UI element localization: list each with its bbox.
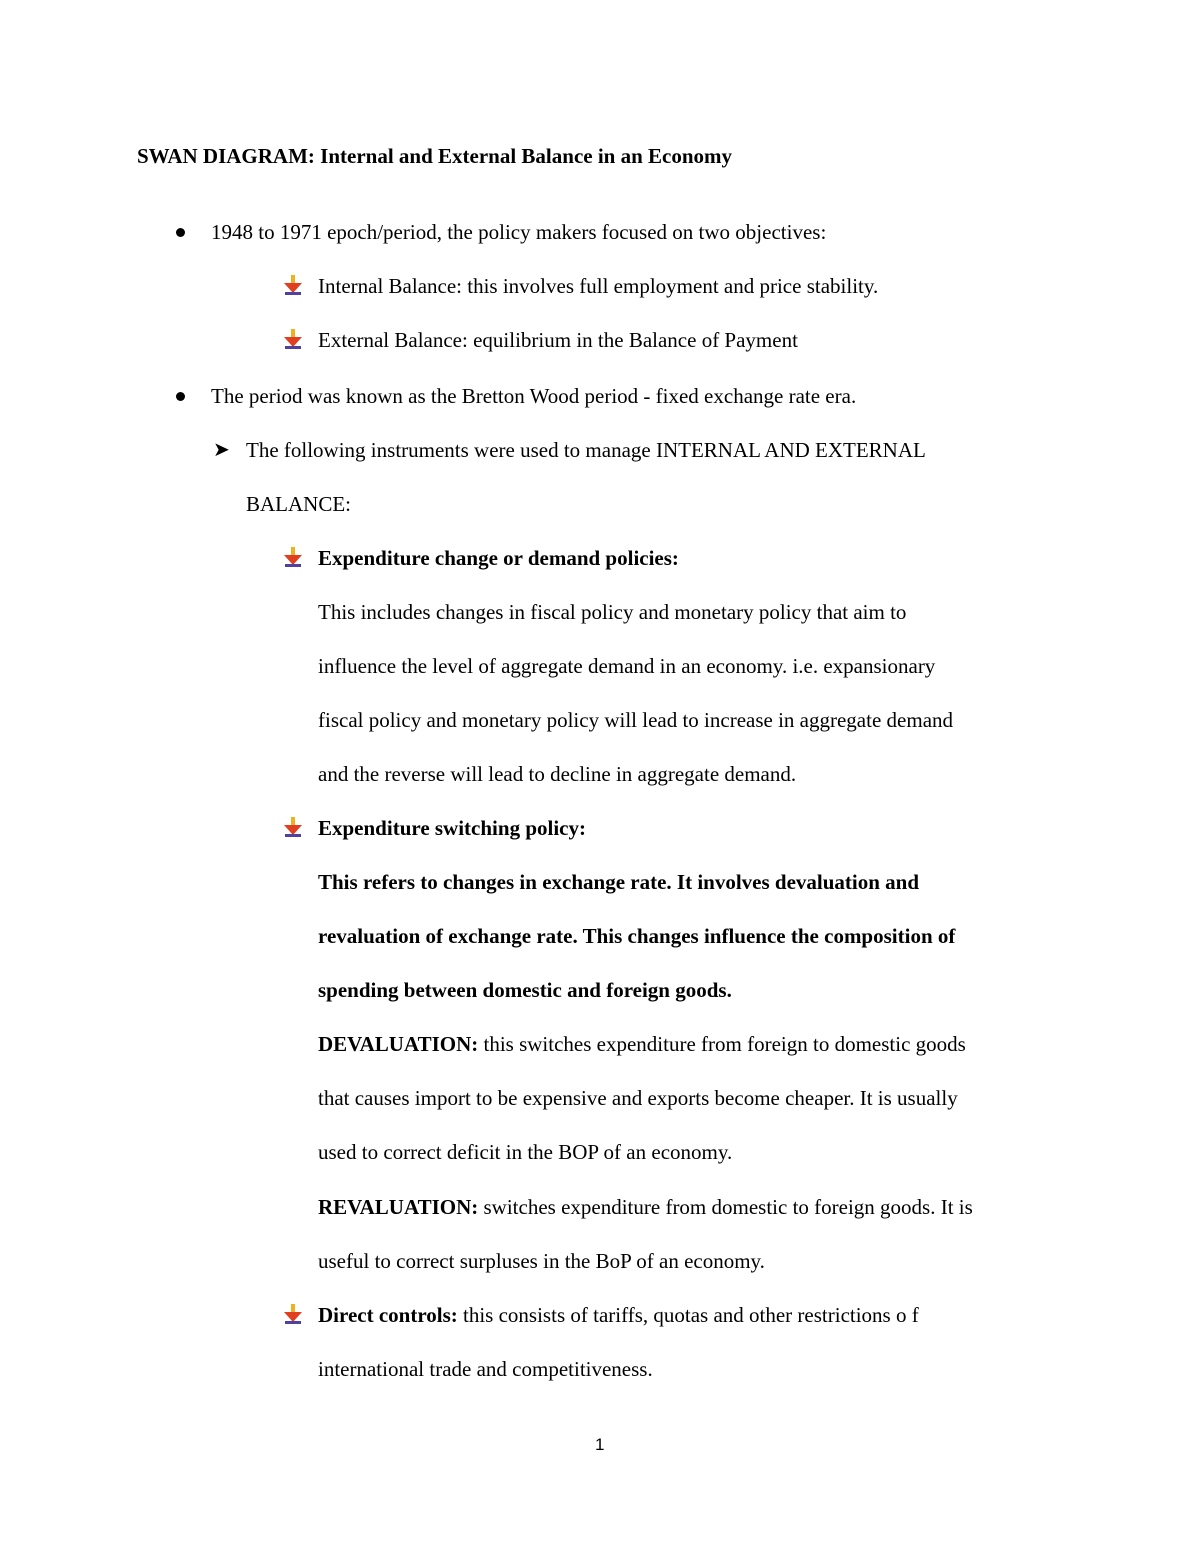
arrowhead-icon: ➤	[213, 439, 230, 461]
paragraph-line: that causes import to be expensive and exports become cheaper. It is usually	[318, 1086, 958, 1110]
external-balance-text: External Balance: equilibrium in the Balance of Payment	[318, 328, 798, 352]
direct-controls-line	[318, 1302, 919, 1328]
bullet-dot-icon	[176, 228, 185, 237]
devaluation-line	[318, 1031, 966, 1057]
devaluation-label: DEVALUATION:	[318, 1032, 479, 1056]
bullet-text: The period was known as the Bretton Wood period - fixed exchange rate era.	[211, 384, 857, 408]
document-title: SWAN DIAGRAM: Internal and External Balance in an Economy	[137, 144, 733, 168]
revaluation-label: REVALUATION:	[318, 1195, 479, 1219]
paragraph-line: and the reverse will lead to decline in aggregate demand.	[318, 762, 797, 786]
bullet-text: 1948 to 1971 epoch/period, the policy makers focused on two objectives:	[211, 220, 827, 244]
direct-controls-text: this consists of tariffs, quotas and other restrictions o f	[457, 1303, 919, 1327]
devaluation-text: this switches expenditure from foreign to domestic goods	[478, 1032, 966, 1056]
revaluation-text: switches expenditure from domestic to foreign goods. It is	[478, 1195, 973, 1219]
instruments-text-line1: The following instruments were used to manage INTERNAL AND EXTERNAL	[246, 438, 926, 462]
paragraph-line: revaluation of exchange rate. This changes influence the composition of	[318, 924, 956, 948]
direct-controls-label: Direct controls:	[318, 1303, 458, 1327]
down-arrow-icon	[282, 273, 304, 297]
down-arrow-icon	[282, 545, 304, 569]
internal-balance-text: Internal Balance: this involves full employment and price stability.	[318, 274, 879, 298]
instruments-text-line2: BALANCE:	[246, 492, 351, 516]
down-arrow-icon	[282, 815, 304, 839]
paragraph-line: spending between domestic and foreign goods.	[318, 978, 732, 1002]
paragraph-line: used to correct deficit in the BOP of an economy.	[318, 1140, 733, 1164]
down-arrow-icon	[282, 1302, 304, 1326]
paragraph-line: This includes changes in fiscal policy and monetary policy that aim to	[318, 600, 907, 624]
paragraph-line: international trade and competitiveness.	[318, 1357, 653, 1381]
paragraph-line: This refers to changes in exchange rate. It involves devaluation and	[318, 870, 920, 894]
expenditure-change-heading: Expenditure change or demand policies:	[318, 546, 679, 570]
paragraph-line: influence the level of aggregate demand in an economy. i.e. expansionary	[318, 654, 936, 678]
page-number: 1	[595, 1435, 605, 1454]
paragraph-line: useful to correct surpluses in the BoP of an economy.	[318, 1249, 765, 1273]
revaluation-line	[318, 1194, 973, 1220]
expenditure-switching-heading: Expenditure switching policy:	[318, 816, 586, 840]
paragraph-line: fiscal policy and monetary policy will lead to increase in aggregate demand	[318, 708, 954, 732]
down-arrow-icon	[282, 327, 304, 351]
bullet-dot-icon	[176, 392, 185, 401]
